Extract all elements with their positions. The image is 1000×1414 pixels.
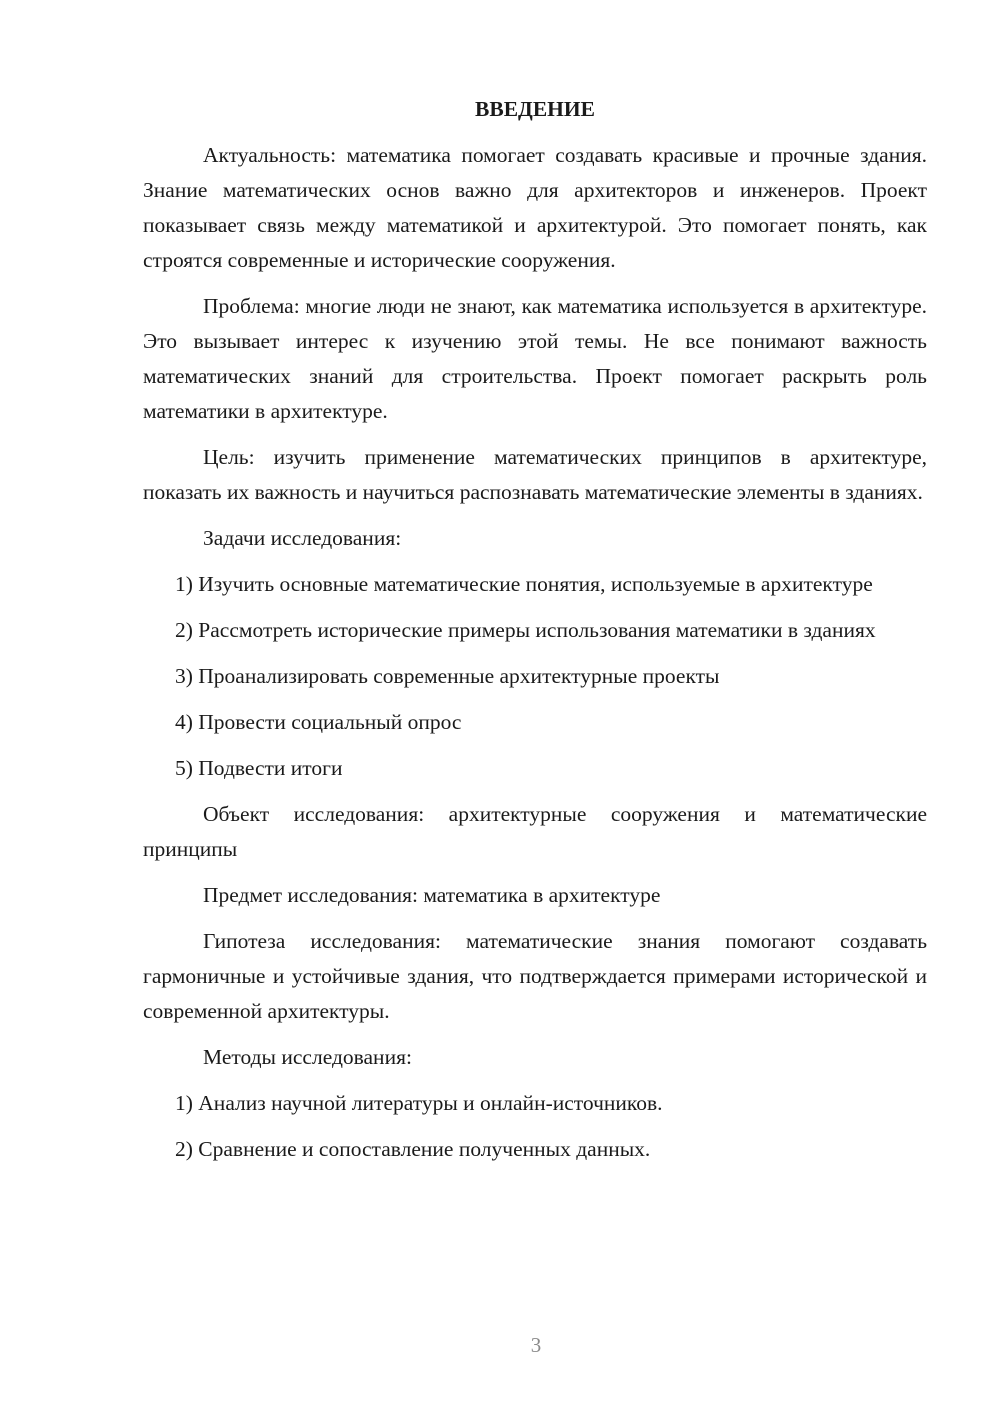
method-item-1: 1) Анализ научной литературы и онлайн-источников. xyxy=(175,1091,663,1115)
page-title: ВВЕДЕНИЕ xyxy=(475,97,595,121)
paragraph-methods-heading: Методы исследования: xyxy=(203,1045,412,1069)
paragraph-subject: Предмет исследования: математика в архитектуре xyxy=(203,883,661,907)
method-item-2: 2) Сравнение и сопоставление полученных данных. xyxy=(175,1137,651,1161)
paragraph-relevance: Актуальность: математика помогает создавать красивые и прочные здания. Знание математических основ важно для архитекторов и инженеров. Проект показывает связь между математикой и архитектурой. Это помогает понять, как строятся современные и исторические сооружения. xyxy=(143,143,927,272)
paragraph-problem: Проблема: многие люди не знают, как математика используется в архитектуре. Это вызывает интерес к изучению этой темы. Не все понимают важность математических знаний для строительства. Проект помогает раскрыть роль математики в архитектуре. xyxy=(143,294,927,423)
paragraph-hypothesis: Гипотеза исследования: математические знания помогают создавать гармоничные и устойчивые здания, что подтверждается примерами исторической и современной архитектуры. xyxy=(143,929,927,1023)
paragraph-object: Объект исследования: архитектурные сооружения и математические принципы xyxy=(143,802,927,861)
task-item-1: 1) Изучить основные математические понятия, используемые в архитектуре xyxy=(175,572,873,596)
paragraph-goal: Цель: изучить применение математических принципов в архитектуре, показать их важность и научиться распознавать математические элементы в зданиях. xyxy=(143,445,927,504)
document-page xyxy=(143,92,927,1178)
task-item-4: 4) Провести социальный опрос xyxy=(175,710,462,734)
task-item-5: 5) Подвести итоги xyxy=(175,756,343,780)
task-item-3: 3) Проанализировать современные архитектурные проекты xyxy=(175,664,720,688)
page-number: 3 xyxy=(530,1333,542,1357)
task-item-2: 2) Рассмотреть исторические примеры использования математики в зданиях xyxy=(175,618,876,642)
paragraph-tasks-heading: Задачи исследования: xyxy=(203,526,402,550)
